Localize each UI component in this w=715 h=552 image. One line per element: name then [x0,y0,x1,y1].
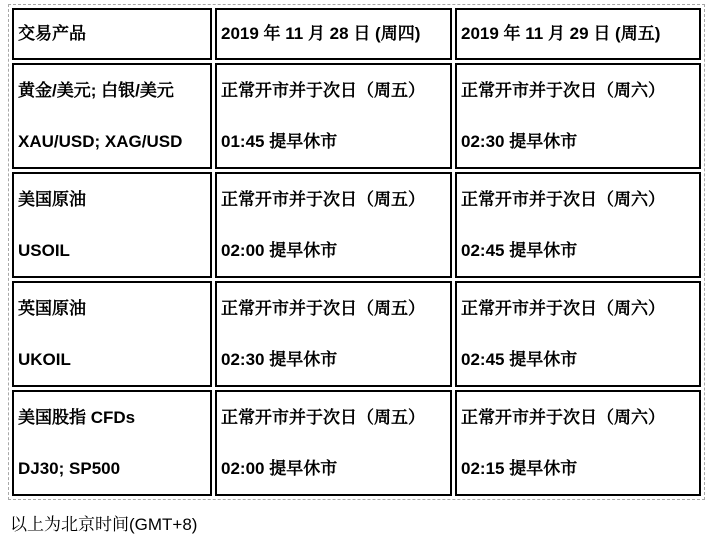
header-row [12,8,701,60]
trading-hours-table [8,4,705,500]
close-time-line: 02:45 提早休市 [461,350,578,369]
schedule-table [9,5,704,499]
schedule-line: 正常开市并于次日（周六） [461,408,665,427]
table-row-usoil [12,172,701,278]
close-time-line: 02:00 提早休市 [221,241,338,260]
product-symbols: USOIL [18,241,70,260]
product-cell [12,281,212,387]
friday-schedule-cell [455,63,701,169]
close-time-line: 02:30 提早休市 [461,132,578,151]
thursday-schedule-cell [215,63,452,169]
product-name: 美国股指 CFDs [18,408,136,427]
header-label: 2019 年 11 月 29 日 (周五) [461,24,661,43]
header-label: 2019 年 11 月 28 日 (周四) [221,24,421,43]
schedule-line: 正常开市并于次日（周五） [221,408,425,427]
product-symbols: XAU/USD; XAG/USD [18,132,183,151]
close-time-line: 02:30 提早休市 [221,350,338,369]
schedule-line: 正常开市并于次日（周六） [461,81,665,100]
table-row-gold-silver [12,63,701,169]
close-time-line: 02:45 提早休市 [461,241,578,260]
friday-schedule-cell [455,281,701,387]
timezone-note: 以上为北京时间(GMT+8) [10,515,198,534]
schedule-line: 正常开市并于次日（周五） [221,190,425,209]
product-symbols: UKOIL [18,350,71,369]
schedule-line: 正常开市并于次日（周六） [461,190,665,209]
schedule-line: 正常开市并于次日（周五） [221,299,425,318]
thursday-schedule-cell [215,390,452,496]
friday-schedule-cell [455,172,701,278]
column-header-nov28 [215,8,452,60]
product-symbols: DJ30; SP500 [18,459,121,478]
thursday-schedule-cell [215,172,452,278]
product-cell [12,172,212,278]
product-cell [12,390,212,496]
thursday-schedule-cell [215,281,452,387]
close-time-line: 02:15 提早休市 [461,459,578,478]
column-header-product [12,8,212,60]
close-time-line: 02:00 提早休市 [221,459,338,478]
product-cell [12,63,212,169]
header-label: 交易产品 [18,24,86,43]
product-name: 黄金/美元; 白银/美元 [18,81,174,100]
table-row-us-indices [12,390,701,496]
friday-schedule-cell [455,390,701,496]
product-name: 英国原油 [18,299,86,318]
table-row-ukoil [12,281,701,387]
schedule-line: 正常开市并于次日（周六） [461,299,665,318]
product-name: 美国原油 [18,190,86,209]
schedule-line: 正常开市并于次日（周五） [221,81,425,100]
column-header-nov29 [455,8,701,60]
close-time-line: 01:45 提早休市 [221,132,338,151]
